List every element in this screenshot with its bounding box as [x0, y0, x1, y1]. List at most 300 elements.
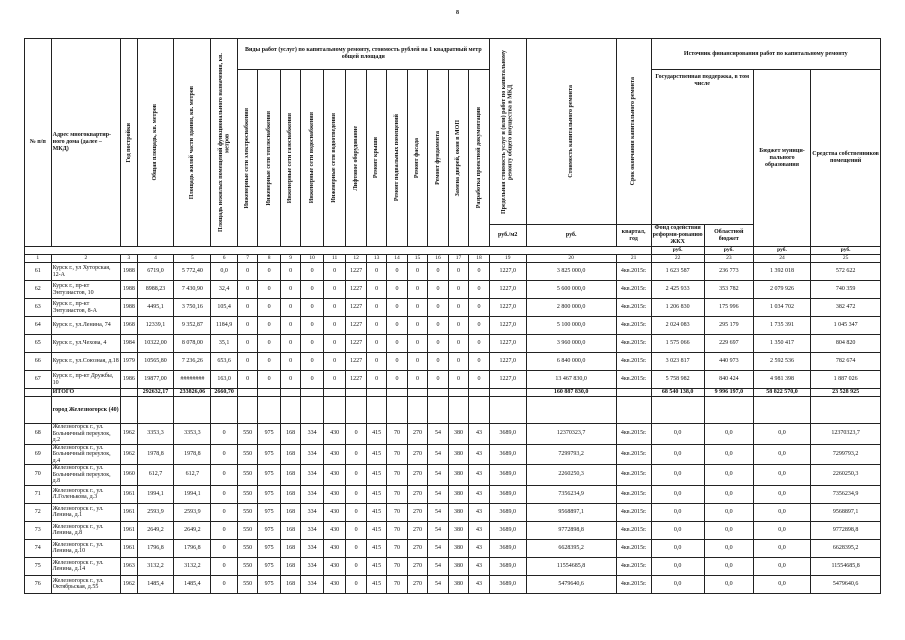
row-regional: 0,0	[704, 485, 753, 503]
units-spacer	[25, 247, 652, 255]
row-work-cost: 0	[387, 263, 407, 281]
row-work-cost: 415	[366, 521, 386, 539]
row-work-cost: 334	[301, 557, 324, 575]
row-deadline: 4кв.2015г.	[616, 371, 651, 389]
row-work-cost: 0	[323, 281, 346, 299]
row-repair-cost: 11554685,8	[526, 557, 616, 575]
header-municipal: Бюджет муници-пального образования	[753, 70, 810, 247]
row-municipal: 0,0	[753, 539, 810, 557]
unit-finance-1: руб.	[651, 247, 704, 255]
table-row	[25, 557, 881, 575]
row-work-cost: 70	[387, 465, 407, 486]
row-max-cost: 3689,0	[489, 539, 526, 557]
row-work-cost: 550	[237, 485, 257, 503]
row-work-cost: 70	[387, 485, 407, 503]
row-work-cost: 334	[301, 521, 324, 539]
header-address: Адрес многоквартир-ного дома (далее – МКД)	[51, 39, 121, 247]
row-work-cost: 550	[237, 557, 257, 575]
row-work-cost: 0	[469, 317, 490, 335]
row-work-cost: 975	[258, 444, 281, 465]
row-work-cost: 380	[448, 539, 468, 557]
row-work-cost: 168	[280, 485, 300, 503]
row-work-cost: 54	[428, 557, 448, 575]
row-work-cost: 430	[323, 424, 346, 445]
row-deadline: 4кв.2015г.	[616, 317, 651, 335]
row-address: Железногорск г., ул. Октябрьская, д.55	[51, 575, 121, 593]
row-work-cost: 0	[407, 371, 427, 389]
row-max-cost: 1227,0	[489, 299, 526, 317]
row-address: Железногорск г., ул. Ленина, д.10	[51, 539, 121, 557]
row-work-cost: 380	[448, 557, 468, 575]
table-row	[25, 371, 881, 389]
group-empty	[174, 397, 211, 424]
row-work-cost: 0	[366, 317, 386, 335]
group-empty	[616, 397, 651, 424]
row-nonres-area: 0,0	[211, 263, 238, 281]
row-work-cost: 168	[280, 424, 300, 445]
row-total-area: 6719,0	[137, 263, 174, 281]
row-work-cost: 0	[469, 299, 490, 317]
row-work-cost: 975	[258, 503, 281, 521]
row-work-cost: 0	[280, 353, 300, 371]
row-fund: 0,0	[651, 521, 704, 539]
row-max-cost: 3689,0	[489, 521, 526, 539]
row-owners: 6628395,2	[811, 539, 881, 557]
row-total-area: 2649,2	[137, 521, 174, 539]
row-year: 1962	[121, 444, 137, 465]
row-work-cost: 270	[407, 557, 427, 575]
total-year	[121, 389, 137, 397]
row-address: Курск г., ул.Чехова, 4	[51, 335, 121, 353]
row-work-cost: 0	[387, 299, 407, 317]
row-work-cost: 0	[346, 575, 366, 593]
col-index: 25	[811, 255, 881, 263]
row-work-cost: 270	[407, 503, 427, 521]
row-work-cost: 415	[366, 444, 386, 465]
row-work-cost: 0	[407, 281, 427, 299]
row-deadline: 4кв.2015г.	[616, 465, 651, 486]
row-nonres-area: 0	[211, 539, 238, 557]
row-total-area: 612,7	[137, 465, 174, 486]
row-work-cost: 43	[469, 485, 490, 503]
row-nonres-area: 0	[211, 485, 238, 503]
col-index: 21	[616, 255, 651, 263]
row-work-cost: 0	[346, 521, 366, 539]
row-work-cost: 380	[448, 575, 468, 593]
row-work-cost: 334	[301, 424, 324, 445]
row-address: Курск г., ул.Ленина, 74	[51, 317, 121, 335]
row-fund: 1 206 830	[651, 299, 704, 317]
row-work-cost: 0	[407, 299, 427, 317]
row-work-cost: 0	[407, 335, 427, 353]
row-owners: 11554685,8	[811, 557, 881, 575]
group-empty	[448, 397, 468, 424]
row-work-cost: 0	[346, 465, 366, 486]
row-living-area: ########	[174, 371, 211, 389]
row-municipal: 1 735 391	[753, 317, 810, 335]
row-repair-cost: 9772898,8	[526, 521, 616, 539]
row-work-cost: 0	[237, 335, 257, 353]
header-work-12: Разработка проектной документации	[475, 107, 482, 209]
row-work-cost: 54	[428, 503, 448, 521]
header-work-3: Инженерные сети газоснабжения	[287, 112, 294, 204]
table-row	[25, 317, 881, 335]
header-owners: Средства собственников помещений	[811, 70, 881, 247]
row-repair-cost: 5479640,6	[526, 575, 616, 593]
row-deadline: 4кв.2015г.	[616, 539, 651, 557]
row-max-cost: 1227,0	[489, 371, 526, 389]
row-work-cost: 168	[280, 465, 300, 486]
row-repair-cost: 2260250,3	[526, 465, 616, 486]
row-work-cost: 270	[407, 444, 427, 465]
group-empty	[211, 397, 238, 424]
col-index: 7	[237, 255, 257, 263]
row-repair-cost: 13 467 830,0	[526, 371, 616, 389]
row-municipal: 0,0	[753, 503, 810, 521]
row-work-cost: 0	[428, 299, 448, 317]
row-max-cost: 1227,0	[489, 317, 526, 335]
col-index: 23	[704, 255, 753, 263]
header-deadline: Срок окончания капитального ремонта	[630, 77, 637, 186]
row-living-area: 1978,8	[174, 444, 211, 465]
row-work-cost: 70	[387, 503, 407, 521]
unit-deadline: квартал, год	[616, 225, 651, 247]
row-regional: 0,0	[704, 424, 753, 445]
row-municipal: 0,0	[753, 521, 810, 539]
row-work-cost: 334	[301, 444, 324, 465]
col-index: 12	[346, 255, 366, 263]
row-num: 61	[25, 263, 52, 281]
row-owners: 7299793,2	[811, 444, 881, 465]
row-regional: 440 973	[704, 353, 753, 371]
row-municipal: 0,0	[753, 557, 810, 575]
table-row	[25, 444, 881, 465]
row-work-cost: 0	[301, 263, 324, 281]
header-finance-group: Источник финансирования работ по капитальному ремонту	[651, 39, 880, 70]
header-work-7: Ремонт крыши	[373, 137, 380, 179]
row-work-cost: 0	[366, 335, 386, 353]
row-work-cost: 0	[407, 317, 427, 335]
row-deadline: 4кв.2015г.	[616, 424, 651, 445]
total-empty	[366, 389, 386, 397]
row-work-cost: 975	[258, 575, 281, 593]
row-address: Железногорск г., ул. Ленина, д.14	[51, 557, 121, 575]
row-owners: 1 887 026	[811, 371, 881, 389]
row-nonres-area: 1184,9	[211, 317, 238, 335]
row-address: Железногорск г., ул. Ленина, д.1	[51, 503, 121, 521]
row-repair-cost: 5 600 000,0	[526, 281, 616, 299]
row-work-cost: 54	[428, 444, 448, 465]
row-work-cost: 168	[280, 444, 300, 465]
total-regional-sum: 9 996 197,0	[704, 389, 753, 397]
table-row	[25, 539, 881, 557]
total-empty	[280, 389, 300, 397]
row-work-cost: 0	[366, 263, 386, 281]
row-work-cost: 0	[323, 371, 346, 389]
row-living-area: 7 236,26	[174, 353, 211, 371]
header-regional: Областной бюджет	[704, 225, 753, 247]
row-regional: 229 697	[704, 335, 753, 353]
row-work-cost: 70	[387, 424, 407, 445]
row-work-cost: 0	[469, 281, 490, 299]
row-living-area: 1485,4	[174, 575, 211, 593]
row-living-area: 2593,9	[174, 503, 211, 521]
table-row	[25, 465, 881, 486]
row-fund: 0,0	[651, 424, 704, 445]
row-living-area: 612,7	[174, 465, 211, 486]
row-regional: 0,0	[704, 539, 753, 557]
row-work-cost: 0	[428, 353, 448, 371]
row-work-cost: 0	[301, 317, 324, 335]
row-work-cost: 415	[366, 424, 386, 445]
row-work-cost: 43	[469, 444, 490, 465]
col-index: 10	[301, 255, 324, 263]
total-living-sum: 233826,06	[174, 389, 211, 397]
row-work-cost: 0	[323, 263, 346, 281]
row-address: Железногорск г., ул. Больничный переулок, д.2	[51, 424, 121, 445]
table-row	[25, 299, 881, 317]
total-empty	[258, 389, 281, 397]
group-empty	[137, 397, 174, 424]
row-work-cost: 0	[301, 353, 324, 371]
row-fund: 0,0	[651, 557, 704, 575]
row-num: 63	[25, 299, 52, 317]
row-repair-cost: 7299793,2	[526, 444, 616, 465]
row-year: 1988	[121, 263, 137, 281]
row-work-cost: 415	[366, 557, 386, 575]
row-num: 65	[25, 335, 52, 353]
row-repair-cost: 12370323,7	[526, 424, 616, 445]
group-empty	[428, 397, 448, 424]
row-deadline: 4кв.2015г.	[616, 263, 651, 281]
row-total-area: 12339,1	[137, 317, 174, 335]
row-year: 1960	[121, 465, 137, 486]
row-work-cost: 0	[428, 281, 448, 299]
row-work-cost: 70	[387, 539, 407, 557]
row-max-cost: 3689,0	[489, 575, 526, 593]
row-work-cost: 380	[448, 465, 468, 486]
row-fund: 3 023 817	[651, 353, 704, 371]
row-max-cost: 1227,0	[489, 281, 526, 299]
row-address: Курск г., пр-кт Дружбы, 10	[51, 371, 121, 389]
row-work-cost: 270	[407, 539, 427, 557]
row-total-area: 1796,8	[137, 539, 174, 557]
row-max-cost: 1227,0	[489, 353, 526, 371]
header-work-4: Инженерные сети водоснабжения	[308, 112, 315, 204]
row-deadline: 4кв.2015г.	[616, 299, 651, 317]
row-nonres-area: 35,1	[211, 335, 238, 353]
row-owners: 2260250,3	[811, 465, 881, 486]
table-row	[25, 521, 881, 539]
row-regional: 295 179	[704, 317, 753, 335]
row-work-cost: 270	[407, 575, 427, 593]
col-index: 3	[121, 255, 137, 263]
row-num: 64	[25, 317, 52, 335]
row-work-cost: 415	[366, 465, 386, 486]
row-municipal: 1 392 018	[753, 263, 810, 281]
row-num: 71	[25, 485, 52, 503]
row-work-cost: 70	[387, 575, 407, 593]
row-regional: 840 424	[704, 371, 753, 389]
row-regional: 175 996	[704, 299, 753, 317]
group-empty	[323, 397, 346, 424]
header-work-2: Инженерные сети теплоснабжения	[265, 110, 272, 206]
row-nonres-area: 0	[211, 424, 238, 445]
row-work-cost: 0	[258, 299, 281, 317]
header-nonres-area: Площадь нежилых помещений функционального назначения, кв. метров	[217, 53, 231, 232]
row-num: 73	[25, 521, 52, 539]
row-owners: 740 359	[811, 281, 881, 299]
header-state-support: Государственная поддержка, в том числе	[655, 74, 750, 87]
row-nonres-area: 0	[211, 557, 238, 575]
row-work-cost: 0	[258, 317, 281, 335]
group-empty	[704, 397, 753, 424]
row-municipal: 0,0	[753, 424, 810, 445]
row-living-area: 3 750,16	[174, 299, 211, 317]
row-num: 62	[25, 281, 52, 299]
row-work-cost: 270	[407, 424, 427, 445]
col-index: 20	[526, 255, 616, 263]
row-work-cost: 0	[428, 263, 448, 281]
row-regional: 0,0	[704, 575, 753, 593]
row-deadline: 4кв.2015г.	[616, 444, 651, 465]
row-regional: 0,0	[704, 521, 753, 539]
row-work-cost: 975	[258, 557, 281, 575]
row-year: 1961	[121, 485, 137, 503]
row-work-cost: 0	[448, 371, 468, 389]
col-index: 2	[51, 255, 121, 263]
header-living-area: Площадь жилой части здания, кв. метров	[189, 85, 196, 200]
row-municipal: 1 034 702	[753, 299, 810, 317]
column-index-row	[25, 255, 881, 263]
total-empty	[237, 389, 257, 397]
row-living-area: 3353,3	[174, 424, 211, 445]
row-work-cost: 270	[407, 485, 427, 503]
row-work-cost: 430	[323, 503, 346, 521]
row-work-cost: 0	[366, 371, 386, 389]
row-work-cost: 334	[301, 465, 324, 486]
row-work-cost: 430	[323, 575, 346, 593]
row-total-area: 1978,8	[137, 444, 174, 465]
row-work-cost: 0	[280, 317, 300, 335]
row-fund: 0,0	[651, 503, 704, 521]
row-max-cost: 3689,0	[489, 444, 526, 465]
row-work-cost: 415	[366, 575, 386, 593]
row-max-cost: 3689,0	[489, 465, 526, 486]
group-empty	[526, 397, 616, 424]
row-work-cost: 70	[387, 557, 407, 575]
table-row	[25, 485, 881, 503]
group-empty	[366, 397, 386, 424]
group-empty	[811, 397, 881, 424]
row-year: 1961	[121, 503, 137, 521]
row-work-cost: 0	[301, 299, 324, 317]
total-municipal-sum: 58 822 570,0	[753, 389, 810, 397]
row-work-cost: 43	[469, 465, 490, 486]
header-repair-cost: Стоимость капитального ремонта	[567, 85, 574, 178]
row-work-cost: 0	[346, 485, 366, 503]
total-row	[25, 389, 881, 397]
row-repair-cost: 2 800 000,0	[526, 299, 616, 317]
row-total-area: 19877,00	[137, 371, 174, 389]
row-work-cost: 334	[301, 539, 324, 557]
row-work-cost: 0	[301, 371, 324, 389]
row-work-cost: 0	[387, 353, 407, 371]
row-work-cost: 0	[237, 371, 257, 389]
row-work-cost: 168	[280, 557, 300, 575]
row-max-cost: 3689,0	[489, 424, 526, 445]
row-owners: 1 045 347	[811, 317, 881, 335]
total-area-sum: 292632,17	[137, 389, 174, 397]
row-nonres-area: 0	[211, 465, 238, 486]
row-year: 1988	[121, 299, 137, 317]
row-owners: 9772898,8	[811, 521, 881, 539]
row-work-cost: 0	[469, 263, 490, 281]
row-work-cost: 0	[280, 335, 300, 353]
row-repair-cost: 3 825 000,0	[526, 263, 616, 281]
row-total-area: 3132,2	[137, 557, 174, 575]
row-fund: 0,0	[651, 465, 704, 486]
row-nonres-area: 653,6	[211, 353, 238, 371]
row-work-cost: 1227	[346, 353, 366, 371]
row-work-cost: 430	[323, 557, 346, 575]
row-work-cost: 380	[448, 444, 468, 465]
row-work-cost: 168	[280, 539, 300, 557]
row-owners: 572 622	[811, 263, 881, 281]
row-work-cost: 430	[323, 539, 346, 557]
row-work-cost: 0	[258, 263, 281, 281]
row-regional: 353 782	[704, 281, 753, 299]
row-work-cost: 380	[448, 503, 468, 521]
row-work-cost: 1227	[346, 371, 366, 389]
row-work-cost: 0	[280, 299, 300, 317]
group-empty	[753, 397, 810, 424]
row-work-cost: 0	[258, 335, 281, 353]
row-work-cost: 975	[258, 521, 281, 539]
row-work-cost: 0	[448, 353, 468, 371]
row-repair-cost: 9568897,1	[526, 503, 616, 521]
row-owners: 9568897,1	[811, 503, 881, 521]
row-work-cost: 0	[301, 281, 324, 299]
row-work-cost: 0	[366, 281, 386, 299]
table-row	[25, 263, 881, 281]
unit-finance-3: руб.	[753, 247, 810, 255]
row-living-area: 2649,2	[174, 521, 211, 539]
header-total-area: Общая площадь, кв. метров	[152, 104, 159, 181]
row-total-area: 10322,00	[137, 335, 174, 353]
row-address: Курск г., пр-кт Энтузиастов, 8-А	[51, 299, 121, 317]
row-work-cost: 0	[346, 503, 366, 521]
row-total-area: 2593,9	[137, 503, 174, 521]
unit-max-cost: руб./м2	[489, 225, 526, 247]
row-max-cost: 1227,0	[489, 335, 526, 353]
unit-repair-cost: руб.	[526, 225, 616, 247]
row-nonres-area: 0	[211, 575, 238, 593]
header-work-5: Инженерные сети водоотведения	[331, 113, 338, 203]
col-index: 14	[387, 255, 407, 263]
row-living-area: 3132,2	[174, 557, 211, 575]
row-work-cost: 0	[346, 557, 366, 575]
row-work-cost: 380	[448, 521, 468, 539]
row-address: Железногорск г., ул. Больничный переулок, д.8	[51, 465, 121, 486]
row-work-cost: 0	[258, 353, 281, 371]
row-municipal: 2 079 926	[753, 281, 810, 299]
total-deadline	[616, 389, 651, 397]
row-work-cost: 54	[428, 539, 448, 557]
row-year: 1962	[121, 424, 137, 445]
row-work-cost: 1227	[346, 263, 366, 281]
row-work-cost: 70	[387, 521, 407, 539]
